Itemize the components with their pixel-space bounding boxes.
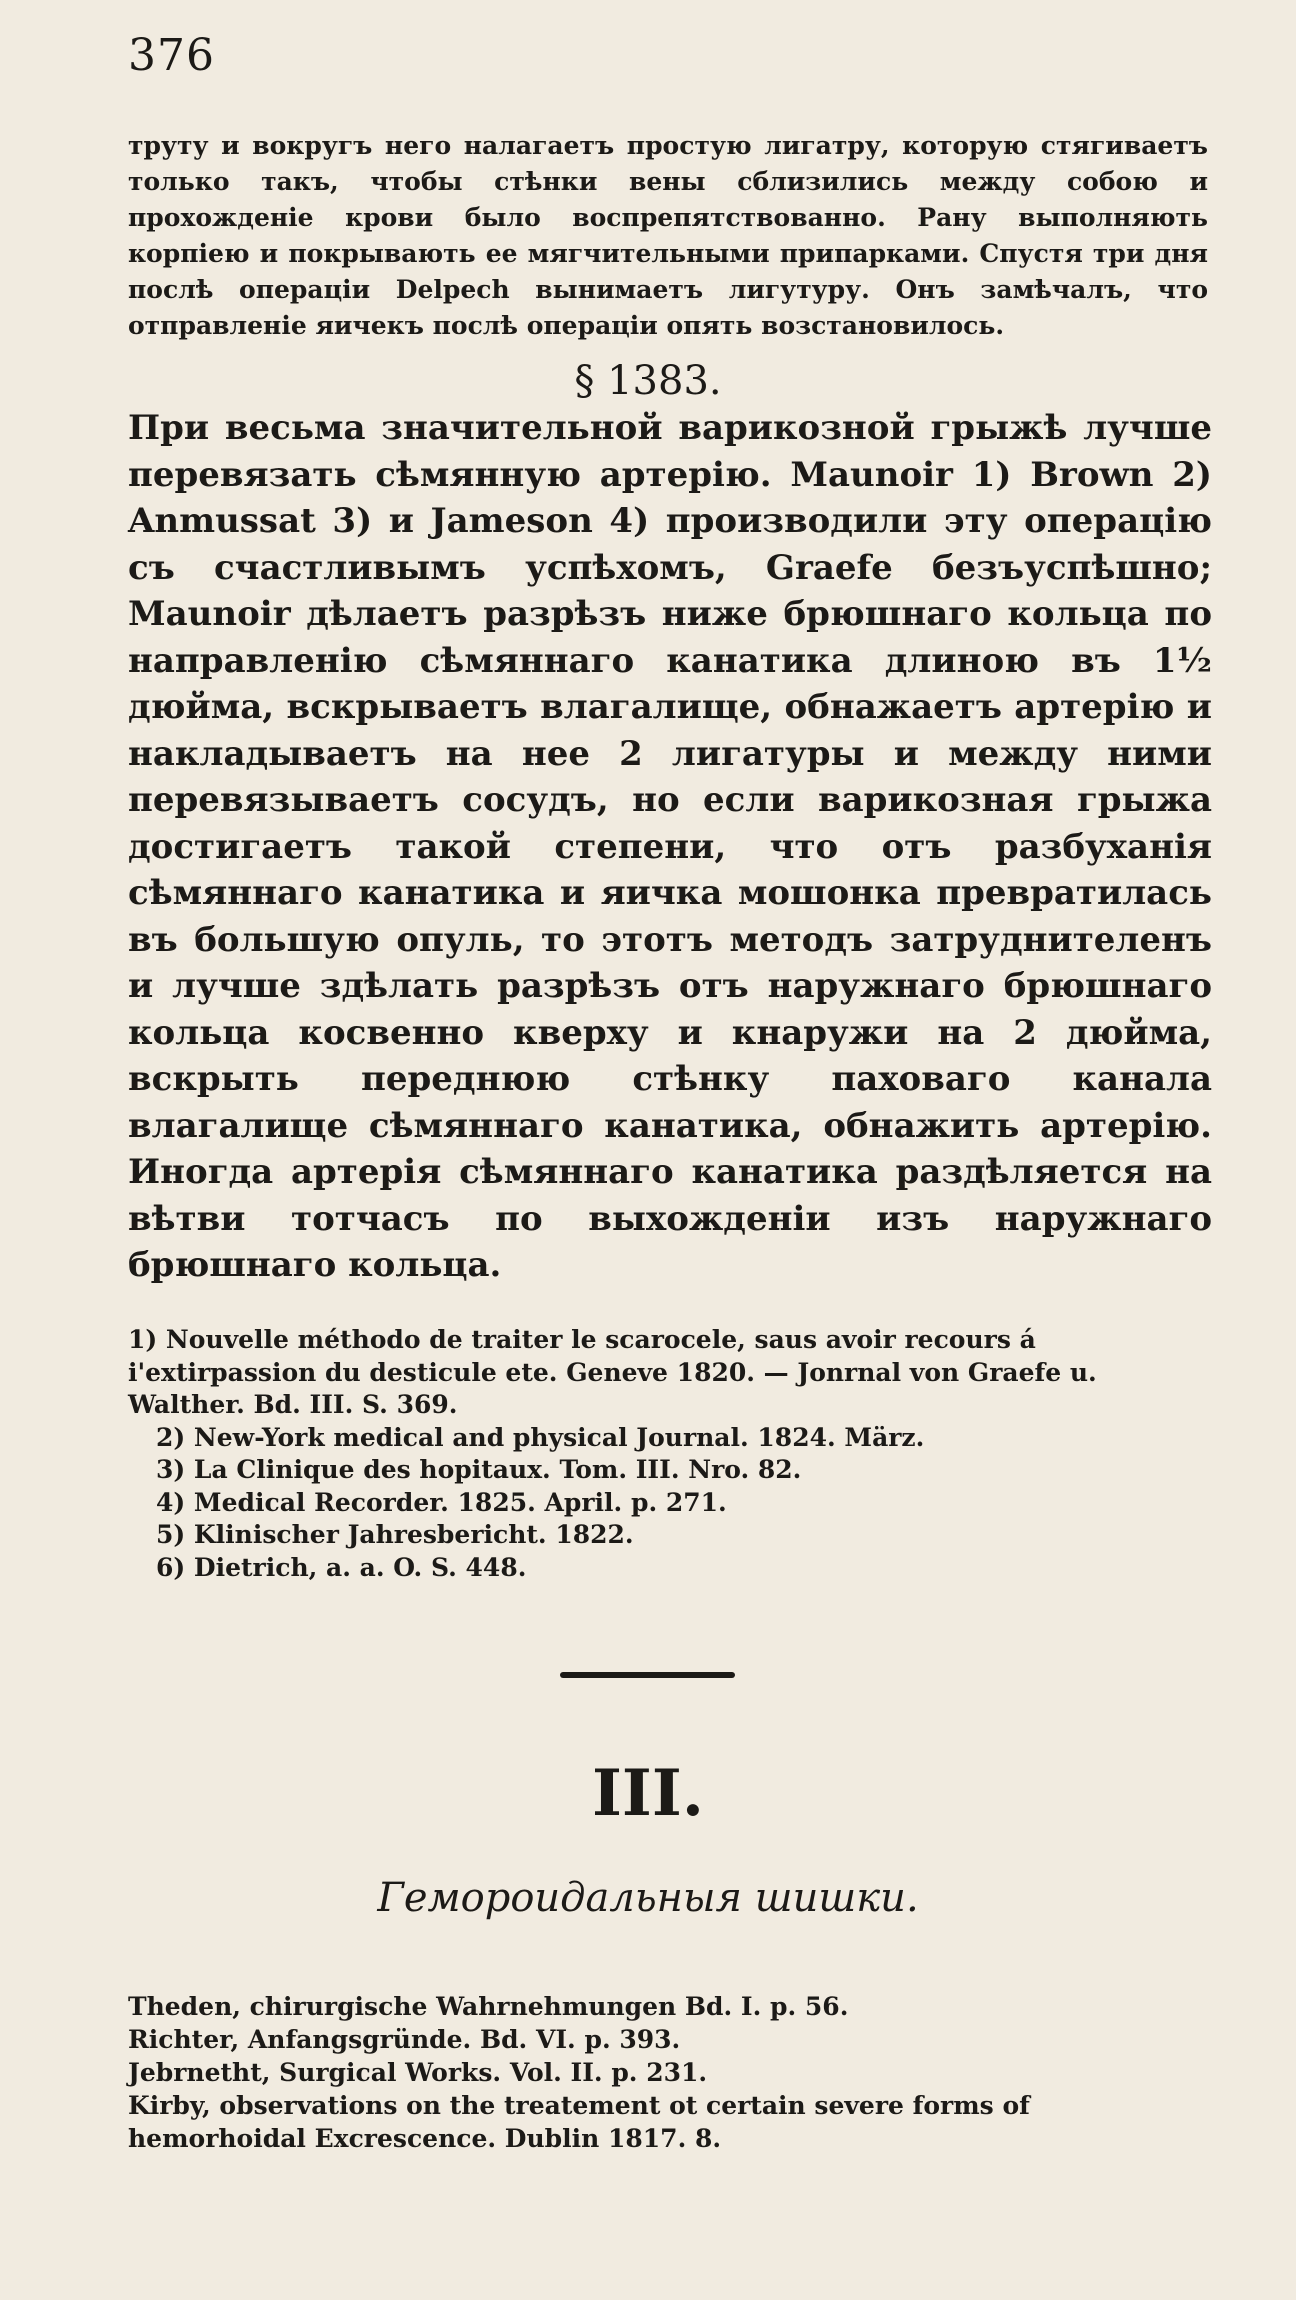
section-heading: § 1383. xyxy=(574,358,722,404)
reference-entry: Jebrnetht, Surgical Works. Vol. II. p. 231. xyxy=(128,2058,708,2087)
page-number: 376 xyxy=(128,30,215,81)
chapter-title: Геморoидальныя шишки. xyxy=(377,1875,919,1921)
footnote: 4) Medical Recorder. 1825. April. p. 271. xyxy=(156,1487,727,1517)
reference-entry: Richter, Anfangsgründe. Bd. VI. p. 393. xyxy=(128,2025,681,2054)
reference-entry: Theden, chirurgische Wahrnehmungen Bd. I. p. 56. xyxy=(128,1992,849,2021)
footnote: 6) Dietrich, a. a. O. S. 448. xyxy=(156,1552,527,1582)
references xyxy=(128,1990,1212,2155)
footnote: 3) La Clinique des hopitaux. Tom. III. Nro. 82. xyxy=(156,1455,802,1484)
chapter-number: III. xyxy=(591,1756,705,1831)
reference-entry: Kirby, observations on the treatement ot certain severe forms of hemorhoidal Excrescence. Dublin 1817. 8. xyxy=(128,2091,1030,2153)
section-divider xyxy=(560,1672,735,1678)
continued-paragraph: труту и вокругъ него налагаетъ простую лигатру, которую стягиваетъ только такъ, чтобы стѣнки вены сблизились между собою и прохожденіе крови было воспрепятствованно. Рану выполняють корпіею и покрывають ее мягчительными припарками. Спустя три дня послѣ операціи Delpech вынимаетъ лигутуру. Онъ замѣчалъ, что отправленіе яичекъ послѣ операціи опять возстановилось. xyxy=(128,131,1208,340)
footnote: 2) New-York medical and physical Journal. 1824. März. xyxy=(156,1422,925,1452)
footnote: 5) Klinischer Jahresbericht. 1822. xyxy=(156,1520,634,1549)
section-body-paragraph: При весьма значительной варикозной грыжѣ лучше перевязать сѣмянную артерію. Maunoir 1) Brown 2) Anmussat 3) и Jameson 4) производили эту операцію съ счастливымъ успѣхомъ, Graefe безъуспѣшно; Maunoir дѣлаетъ разрѣзъ ниже брюшнаго кольца по направленію сѣмяннаго канатика длиною въ 1½ дюйма, вскрываетъ влагалище, обнажаетъ артерію и накладываетъ на нее 2 лигатуры и между ними перевязываетъ сосудъ, но если варикозная грыжа достигаетъ такой степени, что отъ разбуханія сѣмяннаго канатика и яичка мошонка превратилась въ большую опуль, то этотъ методъ затруднителенъ и лучше здѣлать разрѣзъ отъ наружнаго брюшнаго кольца косвенно кверху и кнаружи на 2 дюйма, вскрыть переднюю стѣнку паховаго канала влагалище сѣмяннаго канатика, обнажить артерію. Иногда артерія сѣмяннаго канатика раздѣляется на вѣтви тотчасъ по выхожденіи изъ наружнаго брюшнаго кольца. xyxy=(128,408,1212,1285)
footnotes xyxy=(128,1324,1212,1584)
footnote: 1) Nouvelle méthodo de traiter le scarocele, saus avoir recours á i'extirpassion du desticule ete. Geneve 1820. — Jonrnal von Graefe u. Walther. Bd. III. S. 369. xyxy=(128,1325,1097,1419)
